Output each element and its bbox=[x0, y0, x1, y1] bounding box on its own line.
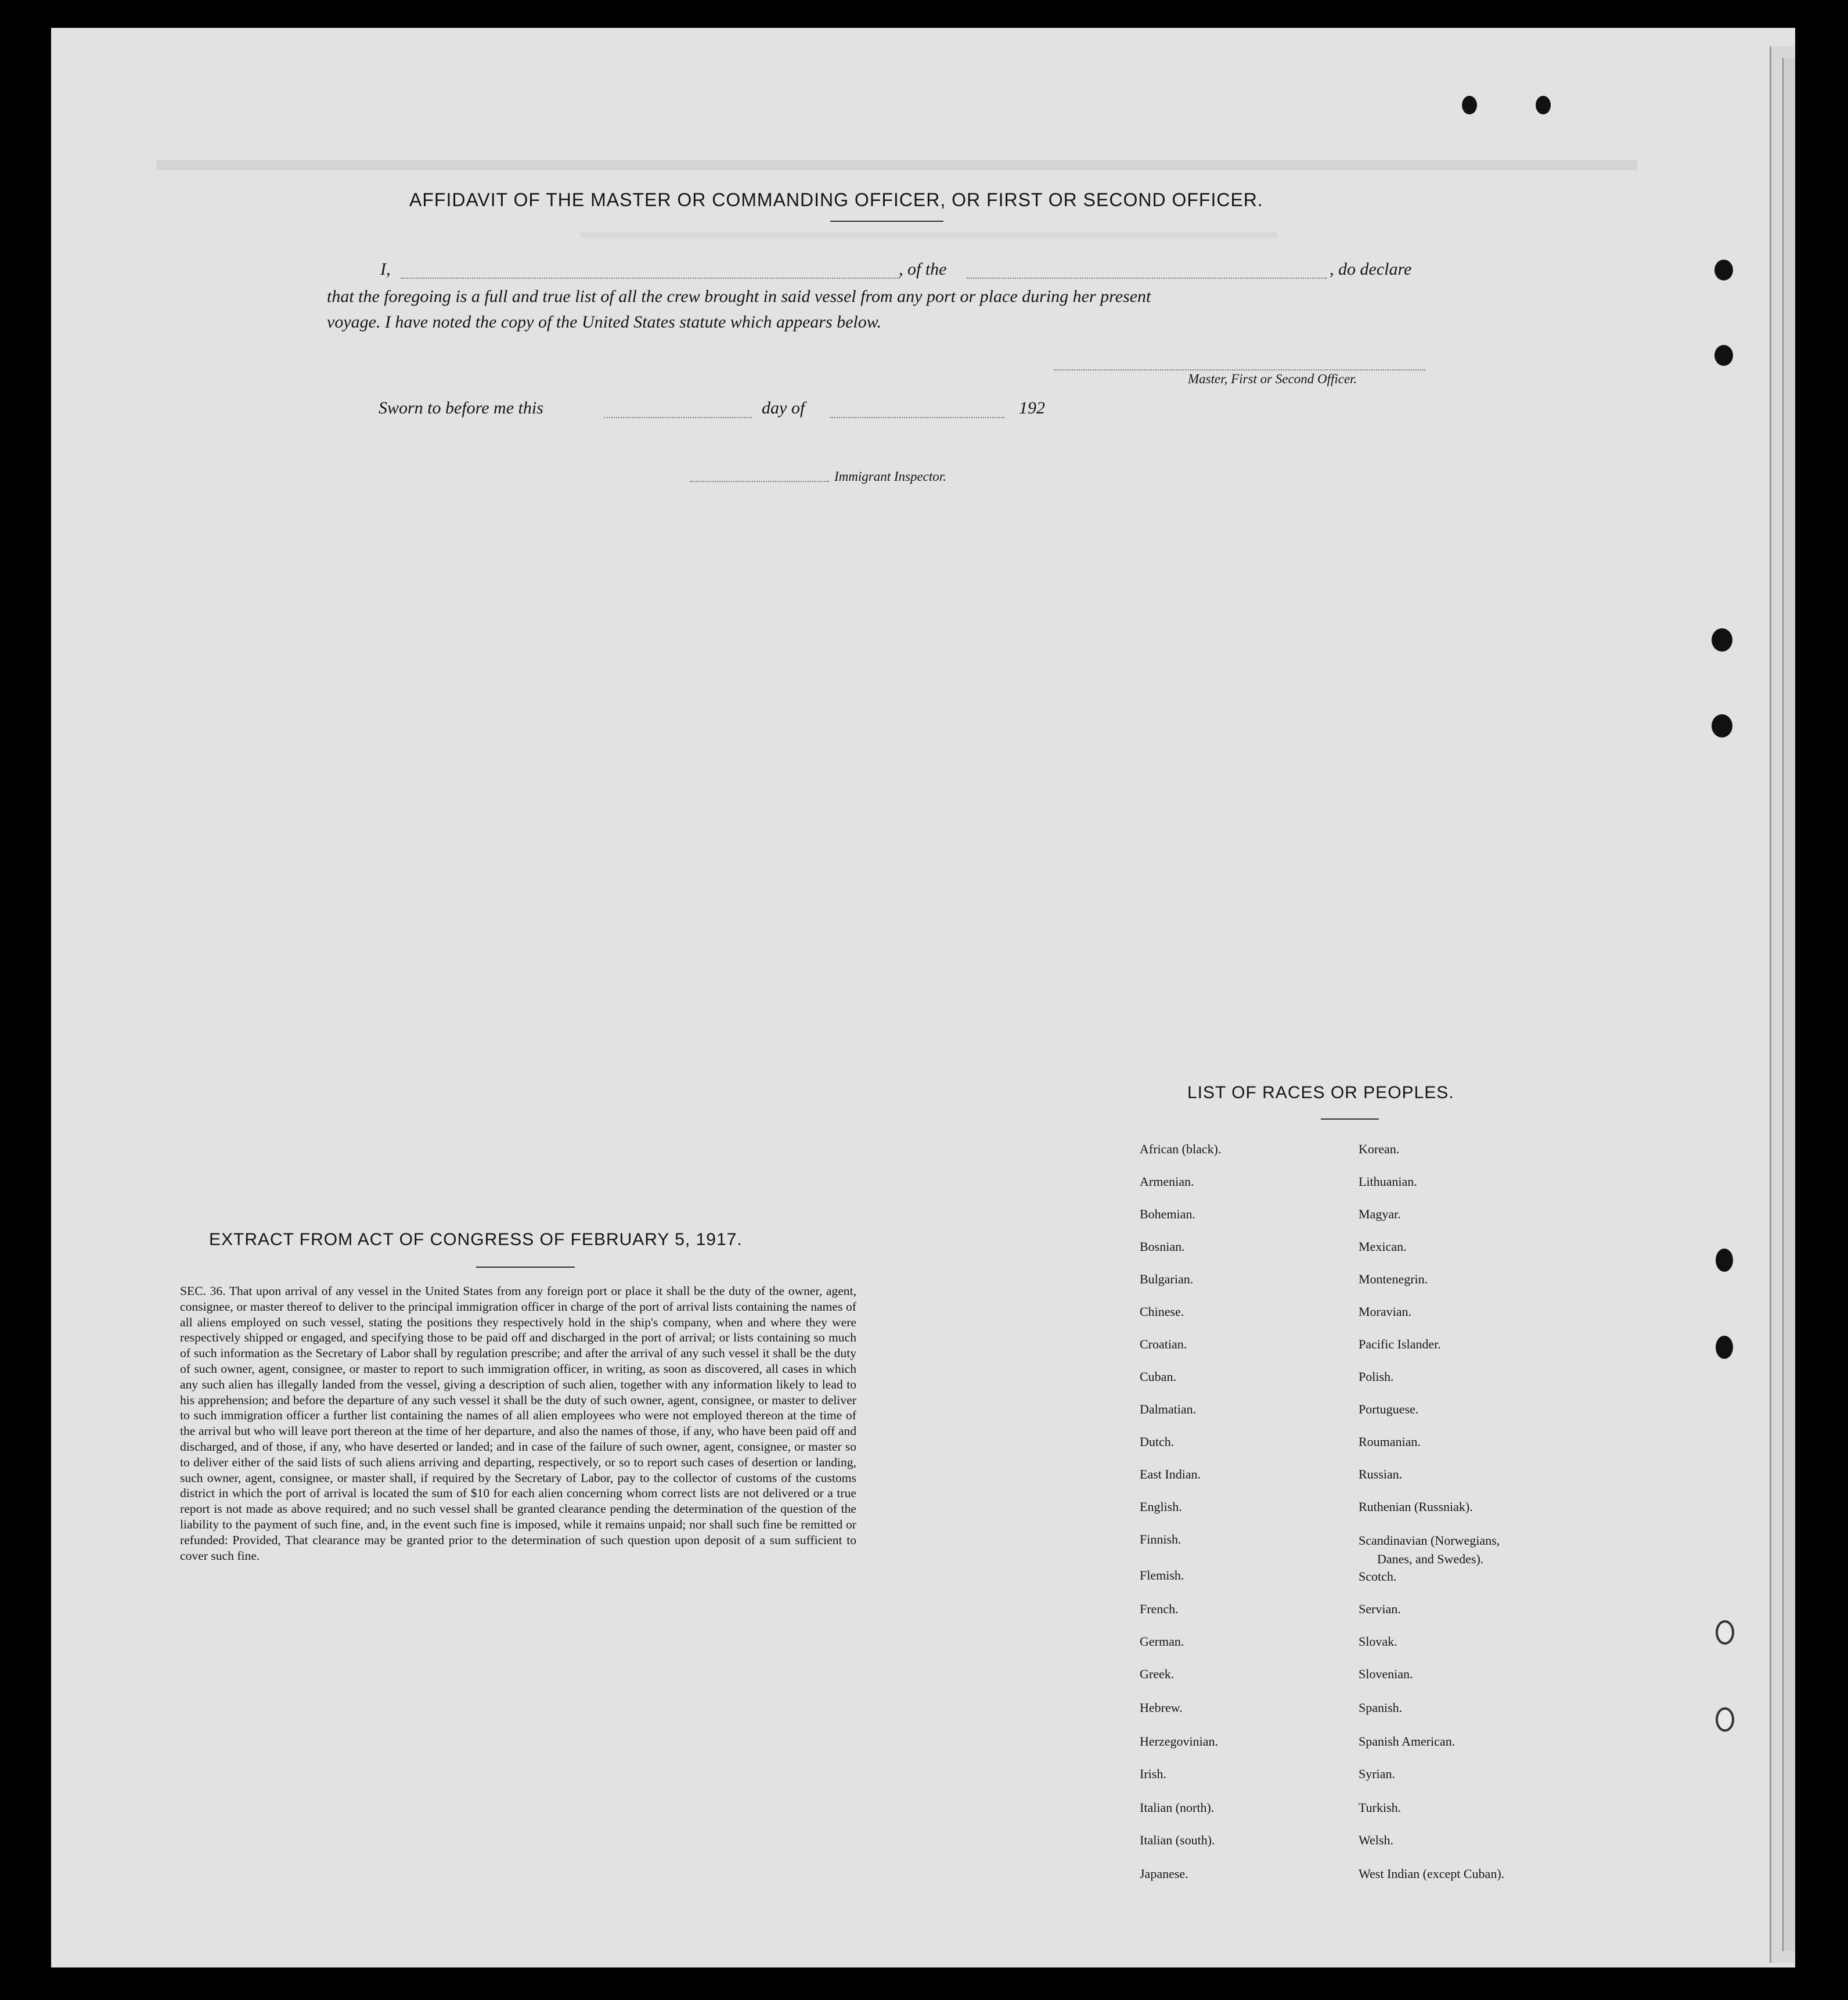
race-item: Bosnian. bbox=[1140, 1239, 1185, 1254]
extract-paragraph: SEC. 36. That upon arrival of any vessel in the United States from any foreign port or place it shall be the duty of the owner, agent, consignee, or master thereof to deliver to the principal immigration officer in charge of the port of arrival lists containing the names of all aliens employed on such vessel, stating the positions they respectively hold in the ship's company, when and where they were respectively shipped or engaged, and specifying those to be paid off and discharged in the port of arrival; or lists containing so much of such information as the Secretary of Labor shall by regulation prescribe; and after the arrival of any such vessel it shall be the duty of such owner, agent, consignee, or master to report to such immigration officer, in writing, as soon as discovered, all cases in which any such alien has illegally landed from the vessel, giving a description of such alien, together with any information likely to lead to his apprehension; and before the departure of any such vessel it shall be the duty of such owner, agent, consignee, or master to deliver to such immigration officer a further list containing the names of all alien employees who were not employed thereon at the time of the arrival but who will leave port thereon at the time of her departure, and also the names of those, if any, who have been paid off and discharged, and of those, if any, who have deserted or landed; and in case of the failure of such owner, agent, consignee, or master so to deliver either of the said lists of such aliens arriving and departing, respectively, or so to report such cases of desertion or landing, such owner, agent, consignee, or master shall, if required by the Secretary of Labor, pay to the collector of customs of the customs district in which the port of arrival is located the sum of $10 for each alien concerning whom correct lists are not delivered or a true report is not made as above required; and no such vessel shall be granted clearance pending the determination of the question of the liability to the payment of such fine, and, in the event such fine is imposed, while it remains unpaid; nor shall such fine be remitted or refunded: Provided, That clearance may be granted prior to the determination of such question upon deposit of a sum sufficient to cover such fine. bbox=[180, 1284, 856, 1563]
race-item: Greek. bbox=[1140, 1667, 1175, 1681]
race-item: West Indian (except Cuban). bbox=[1359, 1866, 1505, 1881]
race-item: Spanish. bbox=[1359, 1700, 1403, 1715]
race-item: Roumanian. bbox=[1359, 1434, 1421, 1449]
race-item: Armenian. bbox=[1140, 1174, 1194, 1189]
race-item: Turkish. bbox=[1359, 1800, 1402, 1815]
punch-hole bbox=[1716, 1707, 1734, 1732]
sworn-text: Sworn to before me this bbox=[379, 398, 543, 418]
bleed-through-mark bbox=[581, 232, 1277, 238]
race-item: Cuban. bbox=[1140, 1369, 1176, 1384]
race-item: Dalmatian. bbox=[1140, 1402, 1197, 1416]
race-item: Slovenian. bbox=[1359, 1667, 1413, 1681]
master-caption: Master, First or Second Officer. bbox=[1188, 372, 1357, 386]
races-title: LIST OF RACES OR PEOPLES. bbox=[1187, 1083, 1454, 1102]
race-item: Ruthenian (Russniak). bbox=[1359, 1499, 1473, 1514]
race-item: Montenegrin. bbox=[1359, 1272, 1428, 1286]
punch-hole bbox=[1714, 260, 1733, 280]
race-item: African (black). bbox=[1140, 1142, 1222, 1156]
day-of-text: day of bbox=[762, 398, 805, 418]
race-scandinavian-cont: Danes, and Swedes). bbox=[1377, 1552, 1484, 1566]
race-item: French. bbox=[1140, 1602, 1179, 1616]
race-item: Hebrew. bbox=[1140, 1700, 1183, 1715]
affidavit-line-3: voyage. I have noted the copy of the United States statute which appears below. bbox=[327, 312, 882, 332]
punch-hole bbox=[1712, 714, 1732, 738]
vessel-name-field[interactable] bbox=[967, 278, 1327, 279]
punch-hole bbox=[1536, 96, 1551, 114]
extract-title: EXTRACT FROM ACT OF CONGRESS OF FEBRUARY 5, 1917. bbox=[209, 1230, 743, 1249]
race-item: Servian. bbox=[1359, 1602, 1401, 1616]
race-item: Slovak. bbox=[1359, 1634, 1397, 1649]
race-item: Spanish American. bbox=[1359, 1734, 1456, 1749]
race-item: English. bbox=[1140, 1499, 1182, 1514]
document-page bbox=[51, 28, 1795, 1967]
extract-rule bbox=[476, 1267, 575, 1268]
race-item: Syrian. bbox=[1359, 1767, 1395, 1781]
race-item: Portuguese. bbox=[1359, 1402, 1419, 1416]
punch-hole bbox=[1716, 1336, 1733, 1359]
race-item: Bulgarian. bbox=[1140, 1272, 1194, 1286]
race-item: Lithuanian. bbox=[1359, 1174, 1417, 1189]
year-text: 192 bbox=[1019, 398, 1045, 418]
extract-body bbox=[180, 1283, 856, 1563]
punch-hole bbox=[1712, 628, 1732, 652]
race-item: East Indian. bbox=[1140, 1467, 1201, 1481]
inspector-signature-field[interactable] bbox=[690, 481, 829, 482]
affidavit-i: I, bbox=[380, 260, 391, 279]
race-item: Finnish. bbox=[1140, 1532, 1181, 1546]
master-signature-field[interactable] bbox=[1054, 369, 1425, 370]
race-item: Mexican. bbox=[1359, 1239, 1407, 1254]
race-item: Pacific Islander. bbox=[1359, 1337, 1441, 1351]
affidavit-declare: , do declare bbox=[1330, 260, 1412, 279]
sworn-day-field[interactable] bbox=[604, 417, 752, 418]
race-item: Croatian. bbox=[1140, 1337, 1187, 1351]
affidavit-title: AFFIDAVIT OF THE MASTER OR COMMANDING OFFICER, OR FIRST OR SECOND OFFICER. bbox=[409, 189, 1263, 210]
races-rule bbox=[1321, 1118, 1379, 1120]
page-edge-inner bbox=[1782, 58, 1795, 1951]
inspector-caption: Immigrant Inspector. bbox=[834, 469, 946, 484]
race-item: Korean. bbox=[1359, 1142, 1400, 1156]
race-item: Bohemian. bbox=[1140, 1207, 1195, 1221]
sworn-month-field[interactable] bbox=[830, 417, 1004, 418]
race-item: Russian. bbox=[1359, 1467, 1403, 1481]
race-item: Irish. bbox=[1140, 1767, 1166, 1781]
punch-hole bbox=[1714, 345, 1733, 366]
race-item: Italian (north). bbox=[1140, 1800, 1215, 1815]
punch-hole bbox=[1716, 1620, 1734, 1645]
race-item: Chinese. bbox=[1140, 1304, 1184, 1319]
race-item: Dutch. bbox=[1140, 1434, 1175, 1449]
title-rule bbox=[830, 221, 943, 222]
race-item: Welsh. bbox=[1359, 1833, 1393, 1847]
punch-hole bbox=[1462, 96, 1477, 114]
race-item: Polish. bbox=[1359, 1369, 1394, 1384]
race-item: Scandinavian (Norwegians, bbox=[1359, 1533, 1500, 1548]
affidavit-line-2: that the foregoing is a full and true list of all the crew brought in said vessel from any port or place during her present bbox=[327, 287, 1151, 306]
bleed-through-mark bbox=[157, 160, 1637, 170]
race-item: German. bbox=[1140, 1634, 1184, 1649]
race-item: Flemish. bbox=[1140, 1568, 1184, 1582]
affidavit-of-the: , of the bbox=[899, 260, 947, 279]
race-item: Herzegovinian. bbox=[1140, 1734, 1218, 1749]
race-item: Magyar. bbox=[1359, 1207, 1401, 1221]
declarant-name-field[interactable] bbox=[401, 278, 900, 279]
punch-hole bbox=[1716, 1249, 1733, 1272]
race-item: Italian (south). bbox=[1140, 1833, 1215, 1847]
race-item: Scotch. bbox=[1359, 1569, 1397, 1584]
race-item: Moravian. bbox=[1359, 1304, 1412, 1319]
race-item: Japanese. bbox=[1140, 1866, 1188, 1881]
